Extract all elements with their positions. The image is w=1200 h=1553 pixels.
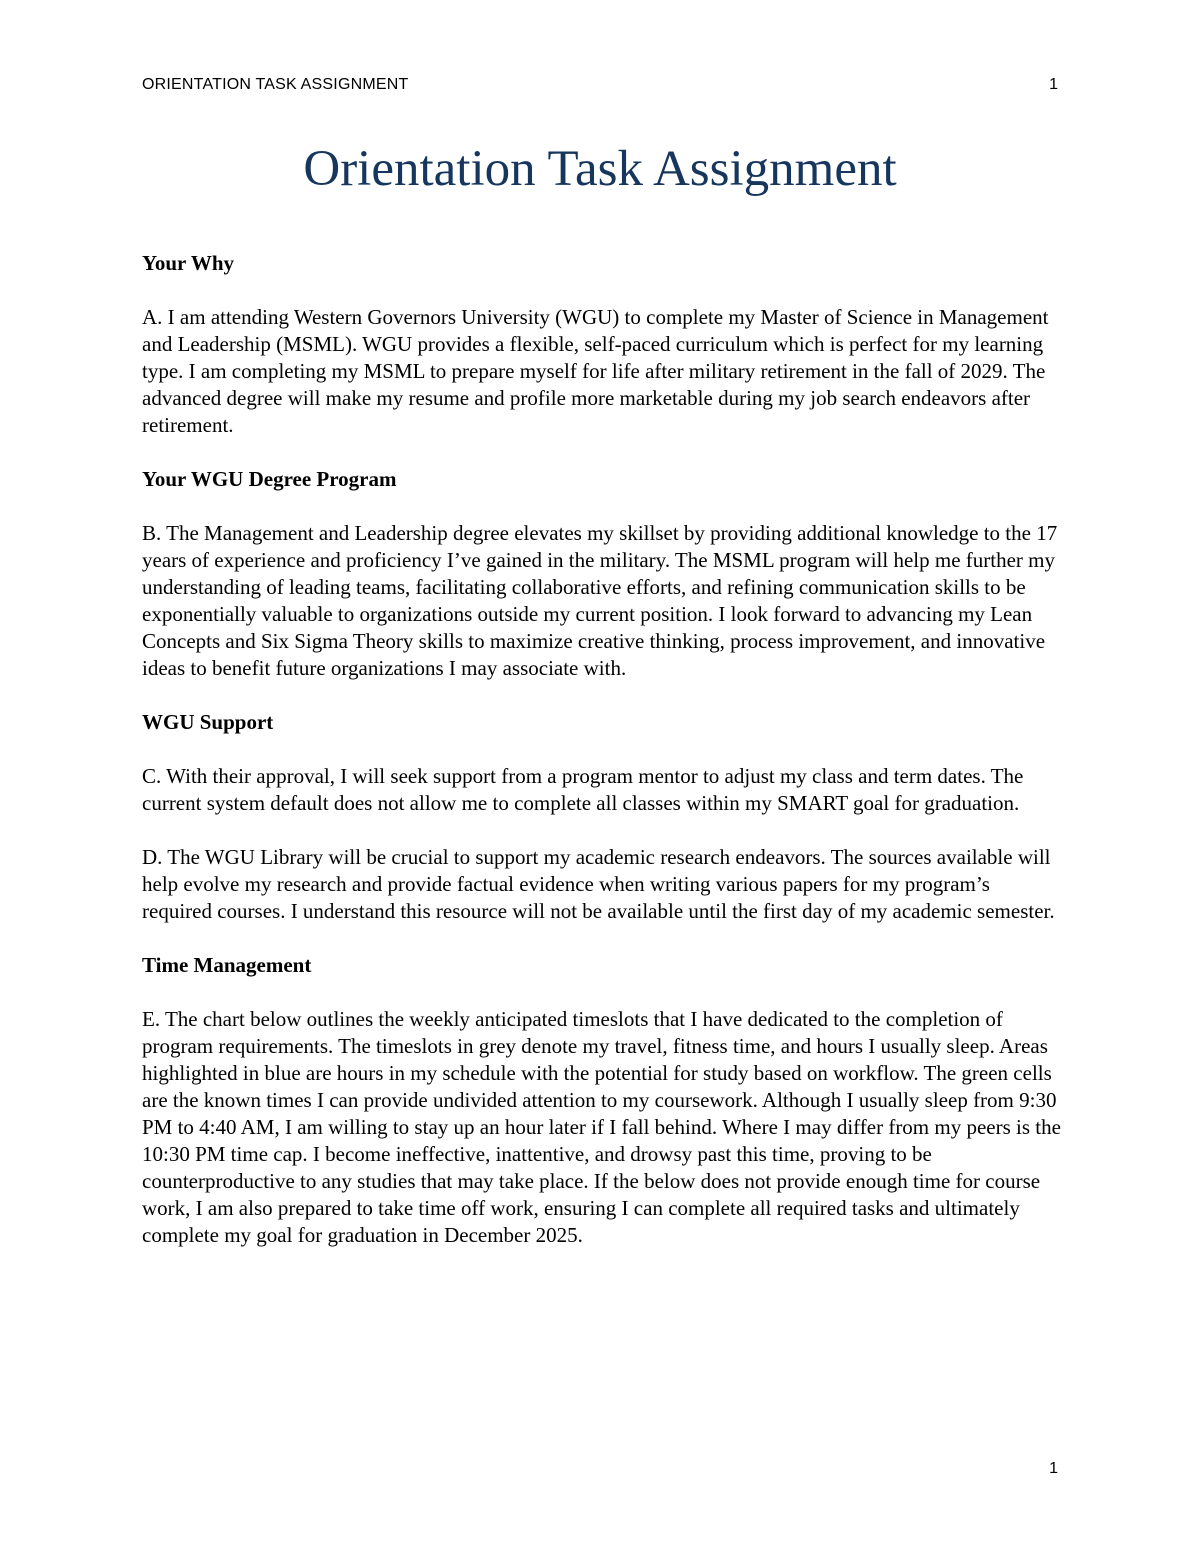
section-heading-your-why: Your Why xyxy=(142,251,235,275)
section-heading-degree-program: Your WGU Degree Program xyxy=(142,467,397,491)
section-heading-time-management: Time Management xyxy=(142,953,312,977)
footer-page-number: 1 xyxy=(1049,1460,1058,1477)
document-title: Orientation Task Assignment xyxy=(303,141,897,197)
section-heading-wgu-support: WGU Support xyxy=(142,710,274,734)
paragraph-d: D. The WGU Library will be crucial to support my academic research endeavors. The sources available will help evolve my research and provide factual evidence when writing various papers for my program’s required courses. I understand this resource will not be available until the first day of my academic semester. xyxy=(142,845,1055,923)
paragraph-c: C. With their approval, I will seek support from a program mentor to adjust my class and term dates. The current system default does not allow me to complete all classes within my SMART goal for graduation. xyxy=(142,764,1024,815)
paragraph-e: E. The chart below outlines the weekly anticipated timeslots that I have dedicated to the completion of program requirements. The timeslots in grey denote my travel, fitness time, and hours I usually sleep. Areas highlighted in blue are hours in my schedule with the potential for study based on workflow. The green cells are the known times I can provide undivided attention to my coursework. Although I usually sleep from 9:30 PM to 4:40 AM, I am willing to stay up an hour later if I fall behind. Where I may differ from my peers is the 10:30 PM time cap. I become ineffective, inattentive, and drowsy past this time, proving to be counterproductive to any studies that may take place. If the below does not provide enough time for course work, I am also prepared to take time off work, ensuring I can complete all required tasks and ultimately complete my goal for graduation in December 2025. xyxy=(142,1007,1061,1247)
header-page-number: 1 xyxy=(1049,76,1058,93)
paragraph-a: A. I am attending Western Governors University (WGU) to complete my Master of Science in Management and Leadership (MSML). WGU provides a flexible, self-paced curriculum which is perfect for my learning type. I am completing my MSML to prepare myself for life after military retirement in the fall of 2029. The advanced degree will make my resume and profile more marketable during my job search endeavors after retirement. xyxy=(142,305,1049,437)
document-body xyxy=(142,250,1062,1276)
paragraph-b: B. The Management and Leadership degree elevates my skillset by providing additional knowledge to the 17 years of experience and proficiency I’ve gained in the military. The MSML program will help me further my understanding of leading teams, facilitating collaborative efforts, and refining communication skills to be exponentially valuable to organizations outside my current position. I look forward to advancing my Lean Concepts and Six Sigma Theory skills to maximize creative thinking, process improvement, and innovative ideas to benefit future organizations I may associate with. xyxy=(142,521,1058,680)
running-header-title: ORIENTATION TASK ASSIGNMENT xyxy=(142,76,409,93)
